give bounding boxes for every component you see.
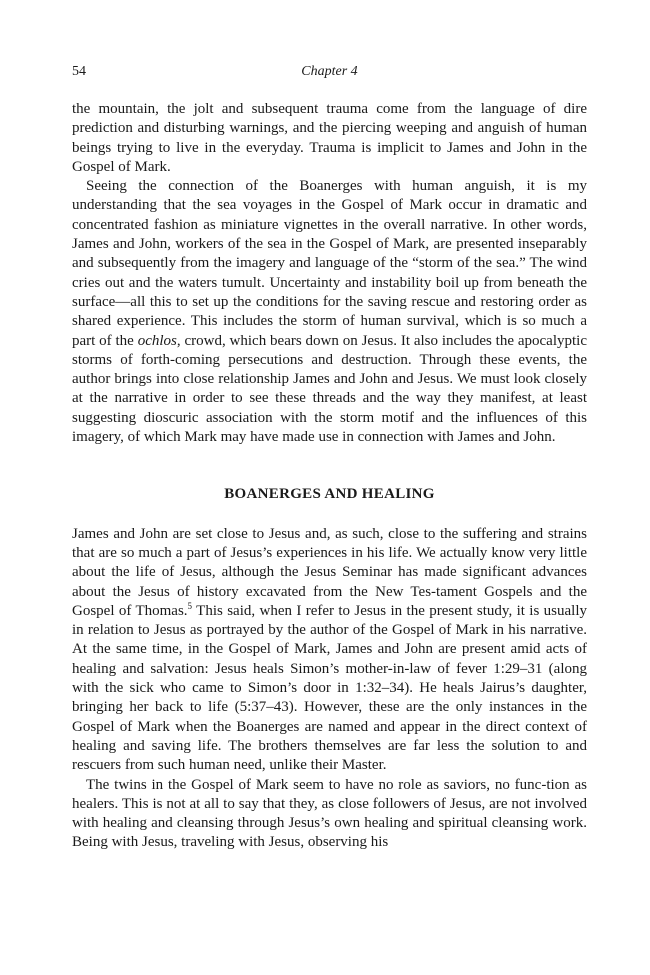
footnote-marker[interactable]: 5 (187, 600, 193, 611)
body-text (72, 100, 587, 853)
paragraph-healing (72, 525, 587, 776)
book-page (72, 64, 587, 853)
text-run: , crowd, which bears down on Jesus. It also includes the apocalyptic storms of forth-coming persecutions and destruction. Through these events, the author brings into close relationship James and John and Jesus. We must look closely at the narrative in order to see these threads and the way they manifest, at least suggesting dioscuric association with the storm motif and the influences of this imagery, of which Mark may have made use in connection with James and John. (72, 332, 587, 446)
paragraph-sea-voyages (72, 177, 587, 447)
italic-term: ochlos (137, 332, 177, 349)
text-run: This said, when I refer to Jesus in the present study, it is usually in relation to Jesus as portrayed by the author of the Gospel of Mark in his narrative. At the same time, in the Gospel of Mark, James and John are present amid acts of healing and salvation: Jesus heals Simon’s mother-in-law of fever 1:29–31 (along with the sick who came to Simon’s door in 1:32–34). He heals Jairus’s daughter, bringing her back to life (5:37–43). However, these are the only instances in the Gospel of Mark when the Boanerges are named and appear in the direct context of healing and saving life. The brothers themselves are far less the solution to and rescuers from such human need, unlike their Master. (72, 602, 587, 774)
paragraph-continuation: the mountain, the jolt and subsequent trauma come from the language of dire prediction and disturbing warnings, and the piercing weeping and anguish of human beings trying to live in the everyday. Trauma is implicit to James and John in the Gospel of Mark. (72, 101, 587, 175)
page-number: 54 (72, 64, 86, 79)
section-heading: BOANERGES AND HEALING (224, 486, 435, 503)
chapter-title: Chapter 4 (301, 64, 358, 79)
running-head (72, 64, 587, 86)
paragraph-twins: The twins in the Gospel of Mark seem to have no role as saviors, no func-tion as healers. This is not at all to say that they, as close followers of Jesus, are not involved with healing and cleansing through Jesus’s own healing and spiritual cleansing work. Being with Jesus, traveling with Jesus, observing his (72, 776, 587, 851)
text-run: Seeing the connection of the Boanerges with human anguish, it is my understanding that the sea voyages in the Gospel of Mark occur in dramatic and concentrated fashion as miniature vignettes in the overall narrative. In other words, James and John, workers of the sea in the Gospel of Mark, are presented inseparably and subsequently from the imagery and language of the “storm of the sea.” The wind cries out and the waters tumult. Uncertainty and instability boil up from beneath the surface—all this to set up the conditions for the saving rescue and restoring order as shared experience. This includes the storm of human survival, which is so much a part of the (72, 178, 587, 349)
text-run: James and John are set close to Jesus and, as such, close to the suffering and strains that are so much a part of Jesus’s experiences in his life. We actually know very little about the life of Jesus, although the Jesus Seminar has made significant advances about the Jesus of history excavated from the New Tes-tament Gospels and the Gospel of Thomas. (72, 525, 587, 619)
